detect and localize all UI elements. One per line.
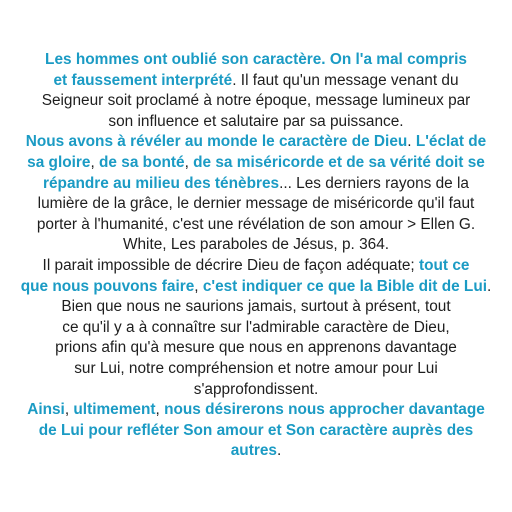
highlighted-text: et faussement interprété <box>53 71 233 89</box>
text-line <box>10 91 502 112</box>
body-text: , <box>90 153 100 171</box>
highlighted-text: de sa bonté <box>99 153 185 171</box>
text-line <box>10 277 502 298</box>
text-line <box>10 194 502 215</box>
highlighted-text: L'éclat de <box>415 133 487 151</box>
body-text: . <box>276 442 282 460</box>
text-line <box>10 174 502 195</box>
body-text: . <box>407 133 416 151</box>
highlighted-text: Les hommes ont oublié son caractère. On l'a mal compris <box>45 51 467 68</box>
quote-text-block <box>10 50 502 462</box>
body-text: son influence et salutaire par sa puissance. <box>108 112 404 130</box>
text-line <box>10 50 502 71</box>
body-text: sur Lui, notre compréhension et notre amour pour Lui <box>74 359 438 377</box>
body-text: Bien que nous ne saurions jamais, surtout à présent, tout <box>61 298 451 316</box>
text-line <box>10 338 502 359</box>
body-text: , <box>64 401 74 419</box>
body-text: , <box>155 401 165 419</box>
body-text: prions afin qu'à mesure que nous en apprenons davantage <box>55 339 457 357</box>
text-line <box>10 297 502 318</box>
highlighted-text: ultimement <box>73 401 156 419</box>
text-line <box>10 318 502 339</box>
highlighted-text: autres <box>230 442 277 460</box>
highlighted-text: Nous avons à révéler au monde le caractère de Dieu <box>25 133 408 151</box>
text-line <box>10 153 502 174</box>
text-line <box>10 256 502 277</box>
text-line <box>10 441 502 462</box>
highlighted-text: nous désirerons nous approcher davantage <box>164 401 485 419</box>
text-line <box>10 400 502 421</box>
text-line <box>10 359 502 380</box>
body-text: ce qu'il y a à connaître sur l'admirable caractère de Dieu, <box>62 318 450 336</box>
highlighted-text: de Lui pour refléter Son amour et Son caractère auprès des <box>38 421 474 439</box>
highlighted-text: de sa miséricorde et de sa vérité doit se <box>193 153 485 171</box>
body-text: , <box>194 277 203 295</box>
text-line <box>10 71 502 92</box>
body-text: Seigneur soit proclamé à notre époque, message lumineux par <box>41 92 471 110</box>
text-line <box>10 235 502 256</box>
body-text: porter à l'humanité, c'est une révélation de son amour > Ellen G. <box>36 215 476 233</box>
text-line <box>10 132 502 153</box>
highlighted-text: que nous pouvons faire <box>20 277 195 295</box>
body-text: ... Les derniers rayons de la <box>279 174 469 192</box>
body-text: . Il faut qu'un message venant du <box>232 71 459 89</box>
body-text: s'approfondissent. <box>193 380 319 398</box>
highlighted-text: tout ce <box>419 256 470 274</box>
body-text: lumière de la grâce, le dernier message de miséricorde qu'il faut <box>37 195 475 213</box>
text-line <box>10 215 502 236</box>
body-text: , <box>184 153 194 171</box>
highlighted-text: sa gloire <box>27 153 91 171</box>
body-text: . <box>487 277 492 295</box>
text-line <box>10 380 502 401</box>
highlighted-text: Ainsi <box>27 401 65 419</box>
highlighted-text: répandre au milieu des ténèbres <box>43 174 280 192</box>
body-text: Il parait impossible de décrire Dieu de façon adéquate; <box>42 256 419 274</box>
text-line <box>10 421 502 442</box>
text-line <box>10 112 502 133</box>
body-text: White, Les paraboles de Jésus, p. 364. <box>122 236 390 254</box>
highlighted-text: c'est indiquer ce que la Bible dit de Lui <box>202 277 488 295</box>
